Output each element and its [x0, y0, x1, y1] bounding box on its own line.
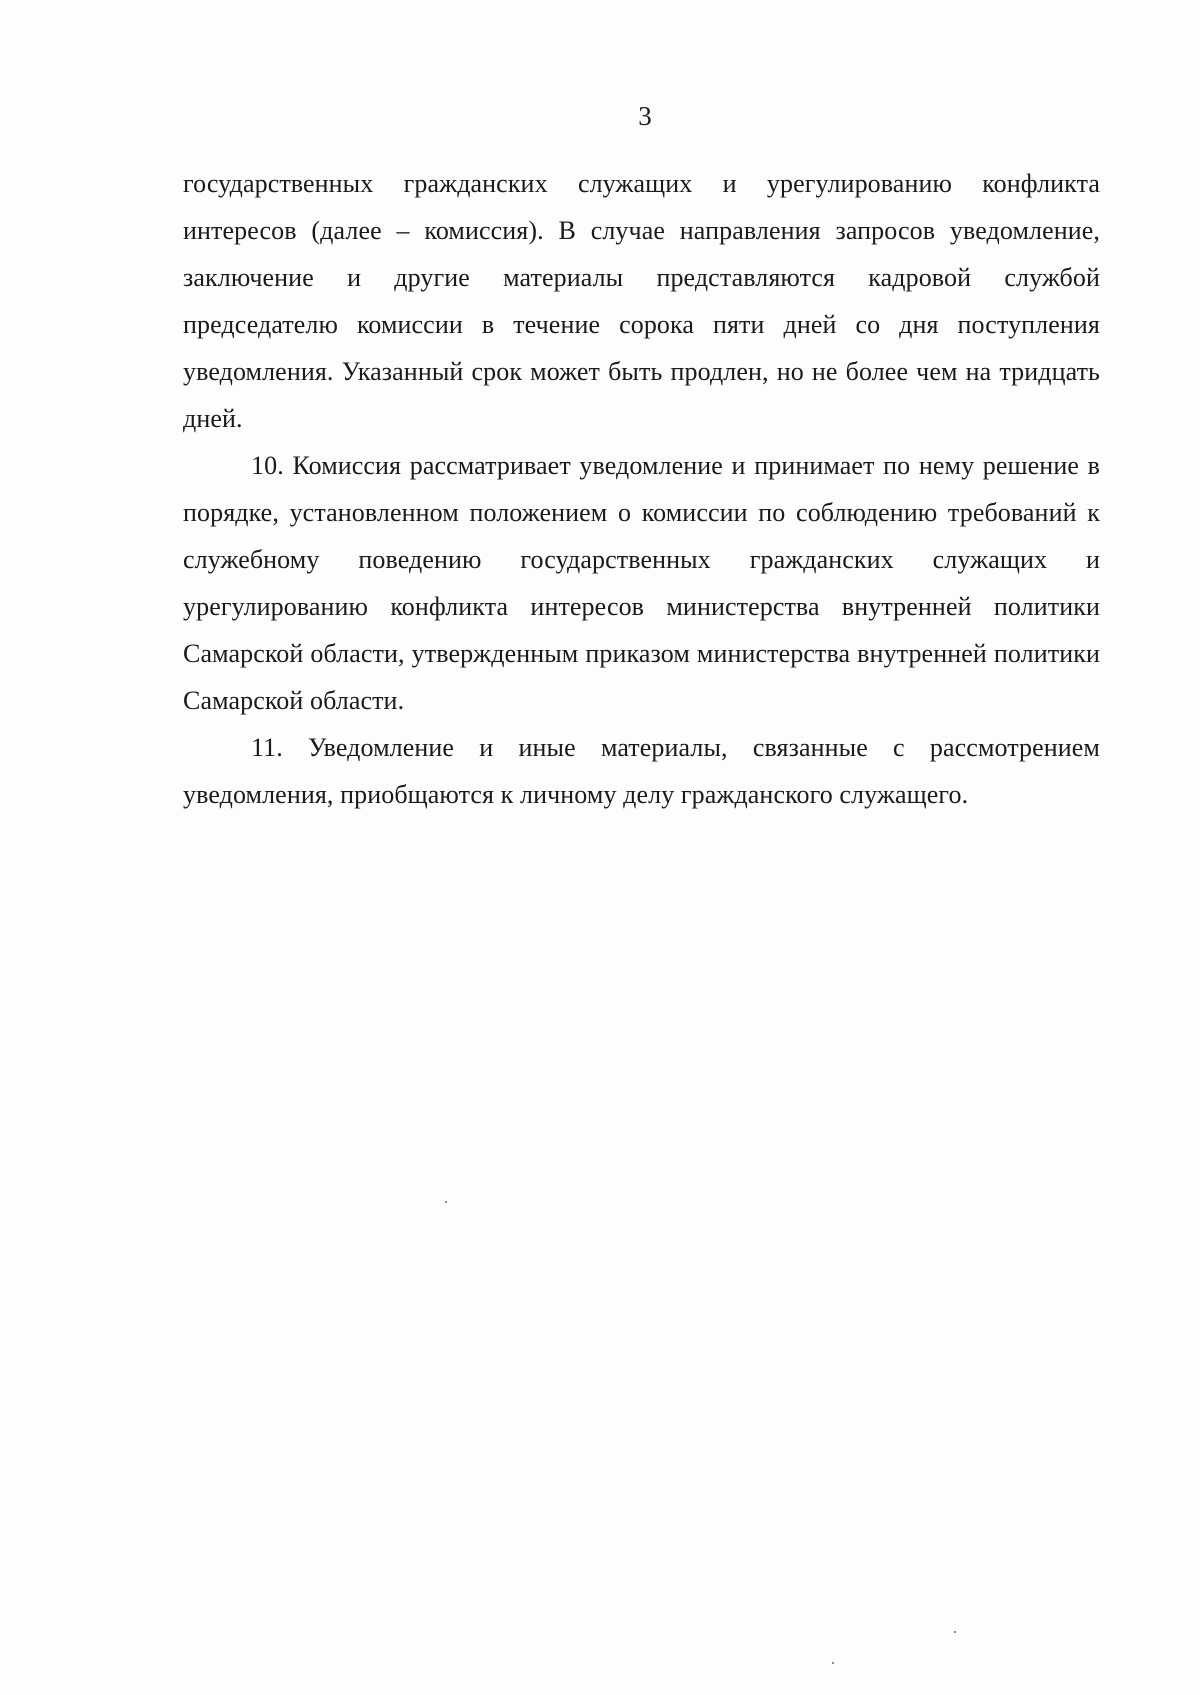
scan-speck [954, 1631, 956, 1633]
paragraph-11: 11. Уведомление и иные материалы, связанные с рассмотрением уведомления, приобщаются к личному делу гражданского служащего. [183, 733, 1100, 809]
paragraph-10: 10. Комиссия рассматривает уведомление и принимает по нему решение в порядке, установленном положением о комиссии по соблюдению требований к служебному поведению государственных гражданских служащих и урегулированию конфликта интересов министерства внутренней политики Самарской области, утвержденным приказом министерства внутренней политики Самарской области. [183, 451, 1100, 715]
scan-speck [445, 1201, 447, 1203]
paragraph-continuation: государственных гражданских служащих и урегулированию конфликта интересов (далее – комиссия). В случае направления запросов уведомление, заключение и другие материалы представляются кадровой службой председателю комиссии в течение сорока пяти дней со дня поступления уведомления. Указанный срок может быть продлен, но не более чем на тридцать дней. [183, 169, 1100, 433]
document-body [183, 160, 1100, 818]
page-number: 3 [638, 101, 652, 131]
scan-speck [832, 1662, 834, 1664]
